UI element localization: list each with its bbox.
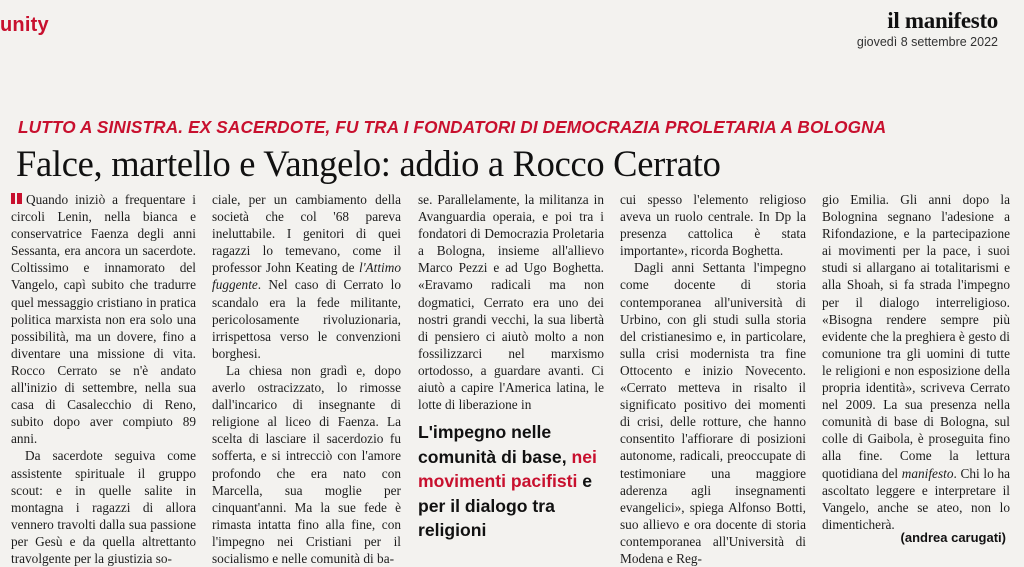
masthead xyxy=(857,8,998,49)
pull-quote-highlight: nei movimenti pacifisti xyxy=(418,446,597,491)
paragraph: La chiesa non gradì e, dopo averlo ostracizzato, lo rimosse dall'incarico di insegnante di religione al liceo di Faenza. La scelta di lasciare il sacerdozio fu sofferta, e si intrecciò con l'amore profondo che era nato con Marcella, sua moglie per cinquant'anni. Ma la sue fede è rimasta intatta fino alla fine, con l'impegno nei Cristiani per il socialismo e nelle comunità di ba- xyxy=(212,362,401,566)
paragraph: se. Parallelamente, la militanza in Avanguardia operaia, e poi tra i fondatori di Democrazia Proletaria a Bologna, insieme all'allievo Marco Pezzi e ad Ugo Boghetta. «Eravamo radicali ma non dogmatici, Cerrato era uno dei nostri grandi vecchi, la sua libertà di pensiero ci aiutò molto a non fossilizzarci nel marxismo ortodosso, a guardare avanti. Ci aiutò a capire l'America latina, le lotte di liberazione in xyxy=(418,192,604,413)
paragraph-start-marker-icon xyxy=(11,193,22,204)
masthead-logo: il manifesto xyxy=(887,8,998,33)
paragraph: Dagli anni Settanta l'impegno come docente di storia contemporanea all'università di Urbino, con gli studi sulla storia del cristianesimo e, in particolare, sulla crisi modernista tra fine Ottocento e inizio Novecento. «Cerrato metteva in risalto il significato positivo dei momenti di crisi, delle rotture, che hanno consentito l'affiorare di posizioni autonome, radicali, preoccupate di testimoniare una maggiore aderenza agli insegnamenti evangelici», spiega Alfonso Botti, suo allievo e ora docente di storia contemporanea all'Università di Modena e Reg- xyxy=(620,260,806,566)
issue-date: giovedì 8 settembre 2022 xyxy=(856,35,998,49)
paragraph: gio Emilia. Gli anni dopo la Bolognina segnano l'adesione a Rifondazione, e la partecipazione ai movimenti per la pace, i suoi studi si allargano ai totalitarismi e alla Shoah, si fa strada l'impegno per il dialogo interreligioso. «Bisogna rendere sempre più evidente che la preghiera è gesto di comunione tra gli uomini di tutte le religioni e non esposizione della propria identità», scriveva Cerrato nel 2009. La sua presenza nella comunità di base di Bologna, sul colle di Gaibola, è proseguita fino alla fine. Come la lettura quotidiana del manifesto. Chi lo ha ascoltato leggere e interpretare il Vangelo, anche se ateo, non lo dimenticherà. xyxy=(822,192,1010,532)
article-byline: (andrea carugati) xyxy=(900,530,1006,545)
article-column-1 xyxy=(11,191,196,567)
article-kicker: LUTTO A SINISTRA. EX SACERDOTE, FU TRA I FONDATORI DI DEMOCRAZIA PROLETARIA A BOLOGNA xyxy=(18,117,887,137)
article-column-5 xyxy=(822,191,1010,533)
pull-quote: L'impegno nelle comunità di base, nei movimenti pacifisti e per il dialogo tra religioni xyxy=(418,422,597,540)
paragraph: cui spesso l'elemento religioso aveva un ruolo centrale. In Dp la presenza cattolica è stata importante», ricorda Boghetta. xyxy=(620,192,806,259)
paragraph: Quando iniziò a frequentare i circoli Lenin, nella bianca e conservatrice Faenza degli anni Sessanta, era ancora un sacerdote. Coltissimo e innamorato del Vangelo, capì subito che tradurre quel messaggio cristiano in pratica politica marxista non era solo una possibilità, ma un dovere, fino a diventare una missione di vita. Rocco Cerrato se n'è andato all'inizio di settembre, nella sua casa di Casalecchio di Reno, subito dopo aver compiuto 89 anni. xyxy=(11,192,196,447)
film-title: l'Attimo fuggente xyxy=(212,260,401,293)
newspaper-name: manifesto xyxy=(901,465,954,481)
article-column-3 xyxy=(418,191,604,413)
paragraph: ciale, per un cambiamento della società che col '68 pareva ineluttabile. I genitori di quei ragazzi lo temevano, come il professor John Keating de l'Attimo fuggente. Nel caso di Cerrato lo scandalo era la fede militante, pericolosamente rivoluzionaria, irrispettosa verso le convenzioni borghesi. xyxy=(212,192,401,361)
article-headline: Falce, martello e Vangelo: addio a Rocco Cerrato xyxy=(16,143,721,184)
article-column-2 xyxy=(212,191,401,567)
section-tag: unity xyxy=(0,14,49,36)
article-column-4 xyxy=(620,191,806,567)
paragraph: Da sacerdote seguiva come assistente spirituale il gruppo scout: e in quelle salite in montagna i ragazzi di allora vennero travolti dalla sua passione per Gesù e da quella altrettanto travolgente per la giustizia so- xyxy=(11,448,196,566)
